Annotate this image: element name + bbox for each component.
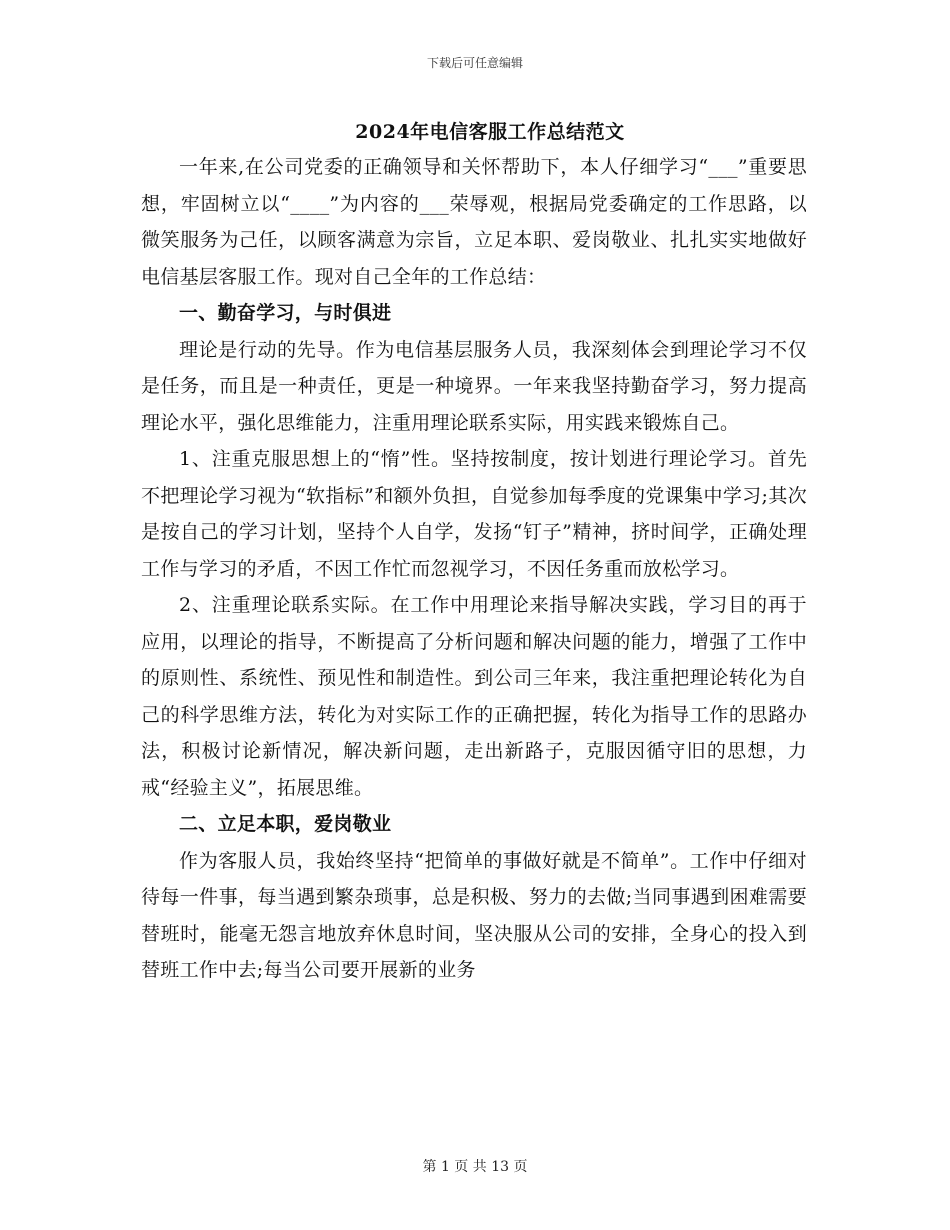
document-title: 2024年电信客服工作总结范文 <box>355 121 625 143</box>
section2-paragraph-1: 作为客服人员，我始终坚持“把简单的事做好就是不简单”。工作中仔细对待每一件事，每当遇到繁杂琐事，总是积极、努力的去做;当同事遇到困难需要替班时，能毫无怨言地放弃休息时间，坚决服从公司的安排，全身心的投入到替班工作中去;每当公司要开展新的业务 <box>141 849 807 981</box>
intro-paragraph: 一年来,在公司党委的正确领导和关怀帮助下，本人仔细学习“___”重要思想，牢固树立以“____”为内容的___荣辱观，根据局党委确定的工作思路，以微笑服务为己任，以顾客满意为宗旨，立足本职、爱岗敬业、扎扎实实地做好电信基层客服工作。现对自己全年的工作总结： <box>141 156 807 288</box>
section1-paragraph-1: 理论是行动的先导。作为电信基层服务人员，我深刻体会到理论学习不仅是任务，而且是一种责任，更是一种境界。一年来我坚持勤奋学习，努力提高理论水平，强化思维能力，注重用理论联系实际，用实践来锻炼自己。 <box>141 338 807 434</box>
section-heading-2: 二、立足本职，爱岗敬业 <box>179 813 392 835</box>
section1-paragraph-2: 1、注重克服思想上的“惰”性。坚持按制度，按计划进行理论学习。首先不把理论学习视为“软指标”和额外负担，自觉参加每季度的党课集中学习;其次是按自己的学习计划，坚持个人自学，发扬“钉子”精神，挤时间学，正确处理工作与学习的矛盾，不因工作忙而忽视学习，不因任务重而放松学习。 <box>141 448 807 580</box>
document-body <box>141 149 807 989</box>
section-heading-1: 一、勤奋学习，与时俱进 <box>179 302 392 324</box>
page-number: 第 1 页 共 13 页 <box>422 1159 528 1175</box>
section1-paragraph-3: 2、注重理论联系实际。在工作中用理论来指导解决实践，学习目的再于应用，以理论的指导，不断提高了分析问题和解决问题的能力，增强了工作中的原则性、系统性、预见性和制造性。到公司三年来，我注重把理论转化为自己的科学思维方法，转化为对实际工作的正确把握，转化为指导工作的思路办法，积极讨论新情况，解决新问题，走出新路子，克服因循守旧的思想，力戒“经验主义”，拓展思维。 <box>141 594 807 799</box>
header-note: 下载后可任意编辑 <box>426 56 523 70</box>
